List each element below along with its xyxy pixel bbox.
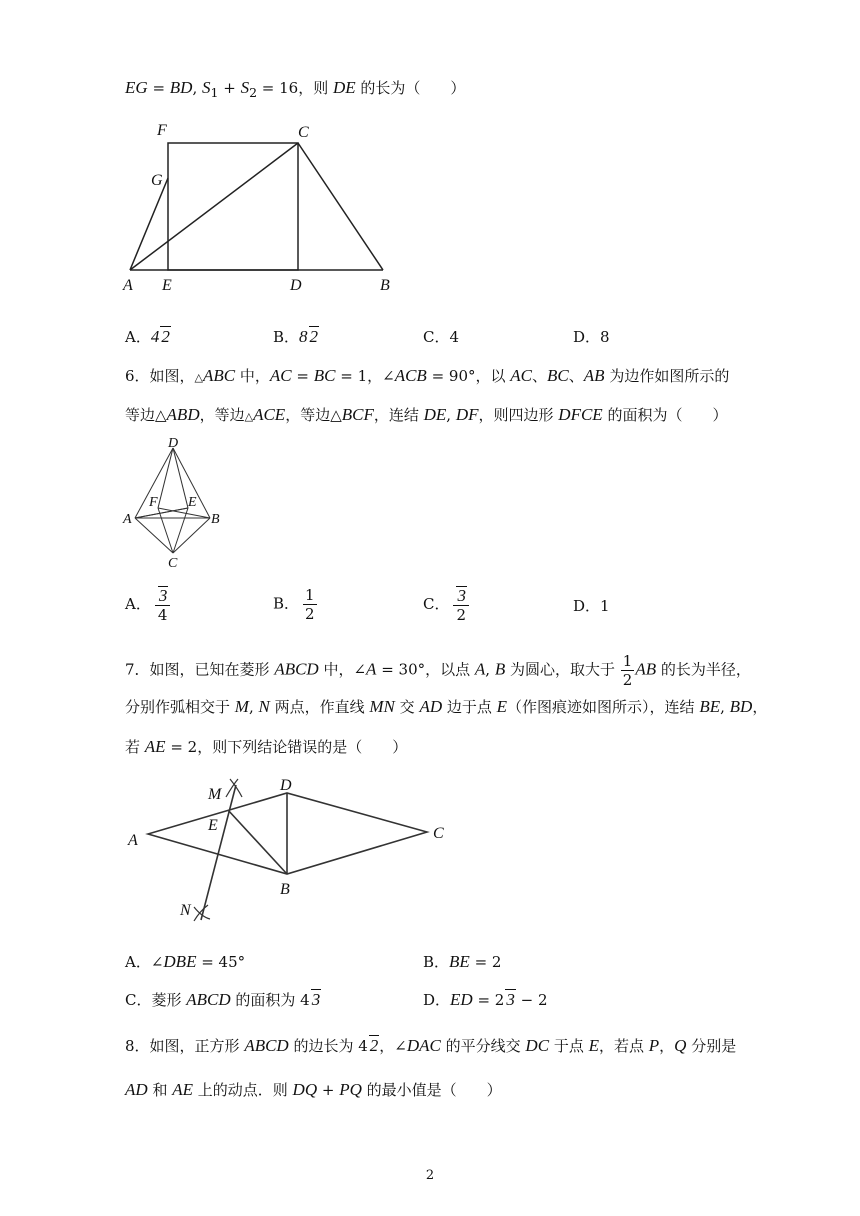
q8-line2: AD 和 AE 上的动点．则 DQ + PQ 的最小值是（ ） — [125, 1080, 502, 1099]
label-D: D — [280, 777, 292, 794]
label-A: A — [123, 512, 132, 527]
q7-option-c[interactable]: C．菱形 ABCD 的面积为 4 3 — [125, 990, 321, 1009]
q6-figure — [120, 436, 230, 571]
page-number: 2 — [425, 1168, 435, 1183]
label-C: C — [298, 124, 309, 141]
q5-option-a[interactable]: A．4 2 — [125, 327, 170, 346]
label-A: A — [128, 832, 138, 849]
label-B: B — [380, 277, 390, 294]
q7-figure — [120, 775, 460, 940]
q7-line1: 7．如图，已知在菱形 ABCD 中，∠A = 30°，以点 A, B 为圆心，取大于 $\frac{1}{2}$ AB 的长为半径， — [125, 652, 751, 689]
q5-figure — [115, 115, 405, 300]
label-N: N — [180, 902, 191, 919]
q6-option-c[interactable]: C． $\frac{3}{2}$ — [423, 586, 473, 624]
label-E: E — [188, 495, 197, 510]
label-B: B — [211, 512, 220, 527]
q5-option-b[interactable]: B．8 2 — [273, 327, 319, 346]
label-M: M — [208, 786, 222, 803]
label-C: C — [168, 556, 178, 571]
q8-line1: 8．如图，正方形 ABCD 的边长为 4 2，∠DAC 的平分线交 DC 于点 E，若点 P，Q 分别是 — [125, 1036, 737, 1055]
q6-line1: 6．如图，△ABC 中，AC = BC = 1，∠ACB = 90°，以 AC、BC、AB 为边作如图所示的 — [125, 366, 730, 385]
label-D: D — [290, 277, 302, 294]
q7-line3: 若 AE = 2，则下列结论错误的是（ ） — [125, 737, 408, 756]
q6-line2: 等边△ABD，等边△ACE，等边△BCF，连结 DE, DF，则四边形 DFCE 的面积为（ ） — [125, 405, 728, 424]
label-F: F — [157, 122, 167, 139]
label-F: F — [149, 495, 158, 510]
label-D: D — [168, 436, 179, 451]
q5-option-c[interactable]: C．4 — [423, 328, 460, 346]
q6-option-b[interactable]: B． $\frac{1}{2}$ — [273, 586, 315, 623]
q5-option-d[interactable]: D．8 — [573, 328, 610, 346]
q6-option-d[interactable]: D．1 — [573, 597, 610, 615]
q7-line2: 分别作弧相交于 M, N 两点，作直线 MN 交 AD 边于点 E（作图痕迹如图所示），连结 BE, BD， — [125, 697, 768, 716]
label-A: A — [123, 277, 133, 294]
q7-option-d[interactable]: D．ED = 2 3 − 2 — [423, 990, 548, 1009]
q6-option-a[interactable]: A． $\frac{3}{4}$ — [125, 586, 174, 624]
label-E: E — [208, 817, 218, 834]
q5-stem-tail: EG = BD, $S_1 + S_2 = 16$，则 DE 的长为（ ） — [125, 78, 466, 100]
label-G: G — [151, 172, 163, 189]
label-B: B — [280, 881, 290, 898]
q7-option-a[interactable]: A．∠DBE = 45° — [125, 952, 246, 971]
label-C: C — [433, 825, 444, 842]
q7-option-b[interactable]: B．BE = 2 — [423, 952, 502, 971]
label-E: E — [162, 277, 172, 294]
